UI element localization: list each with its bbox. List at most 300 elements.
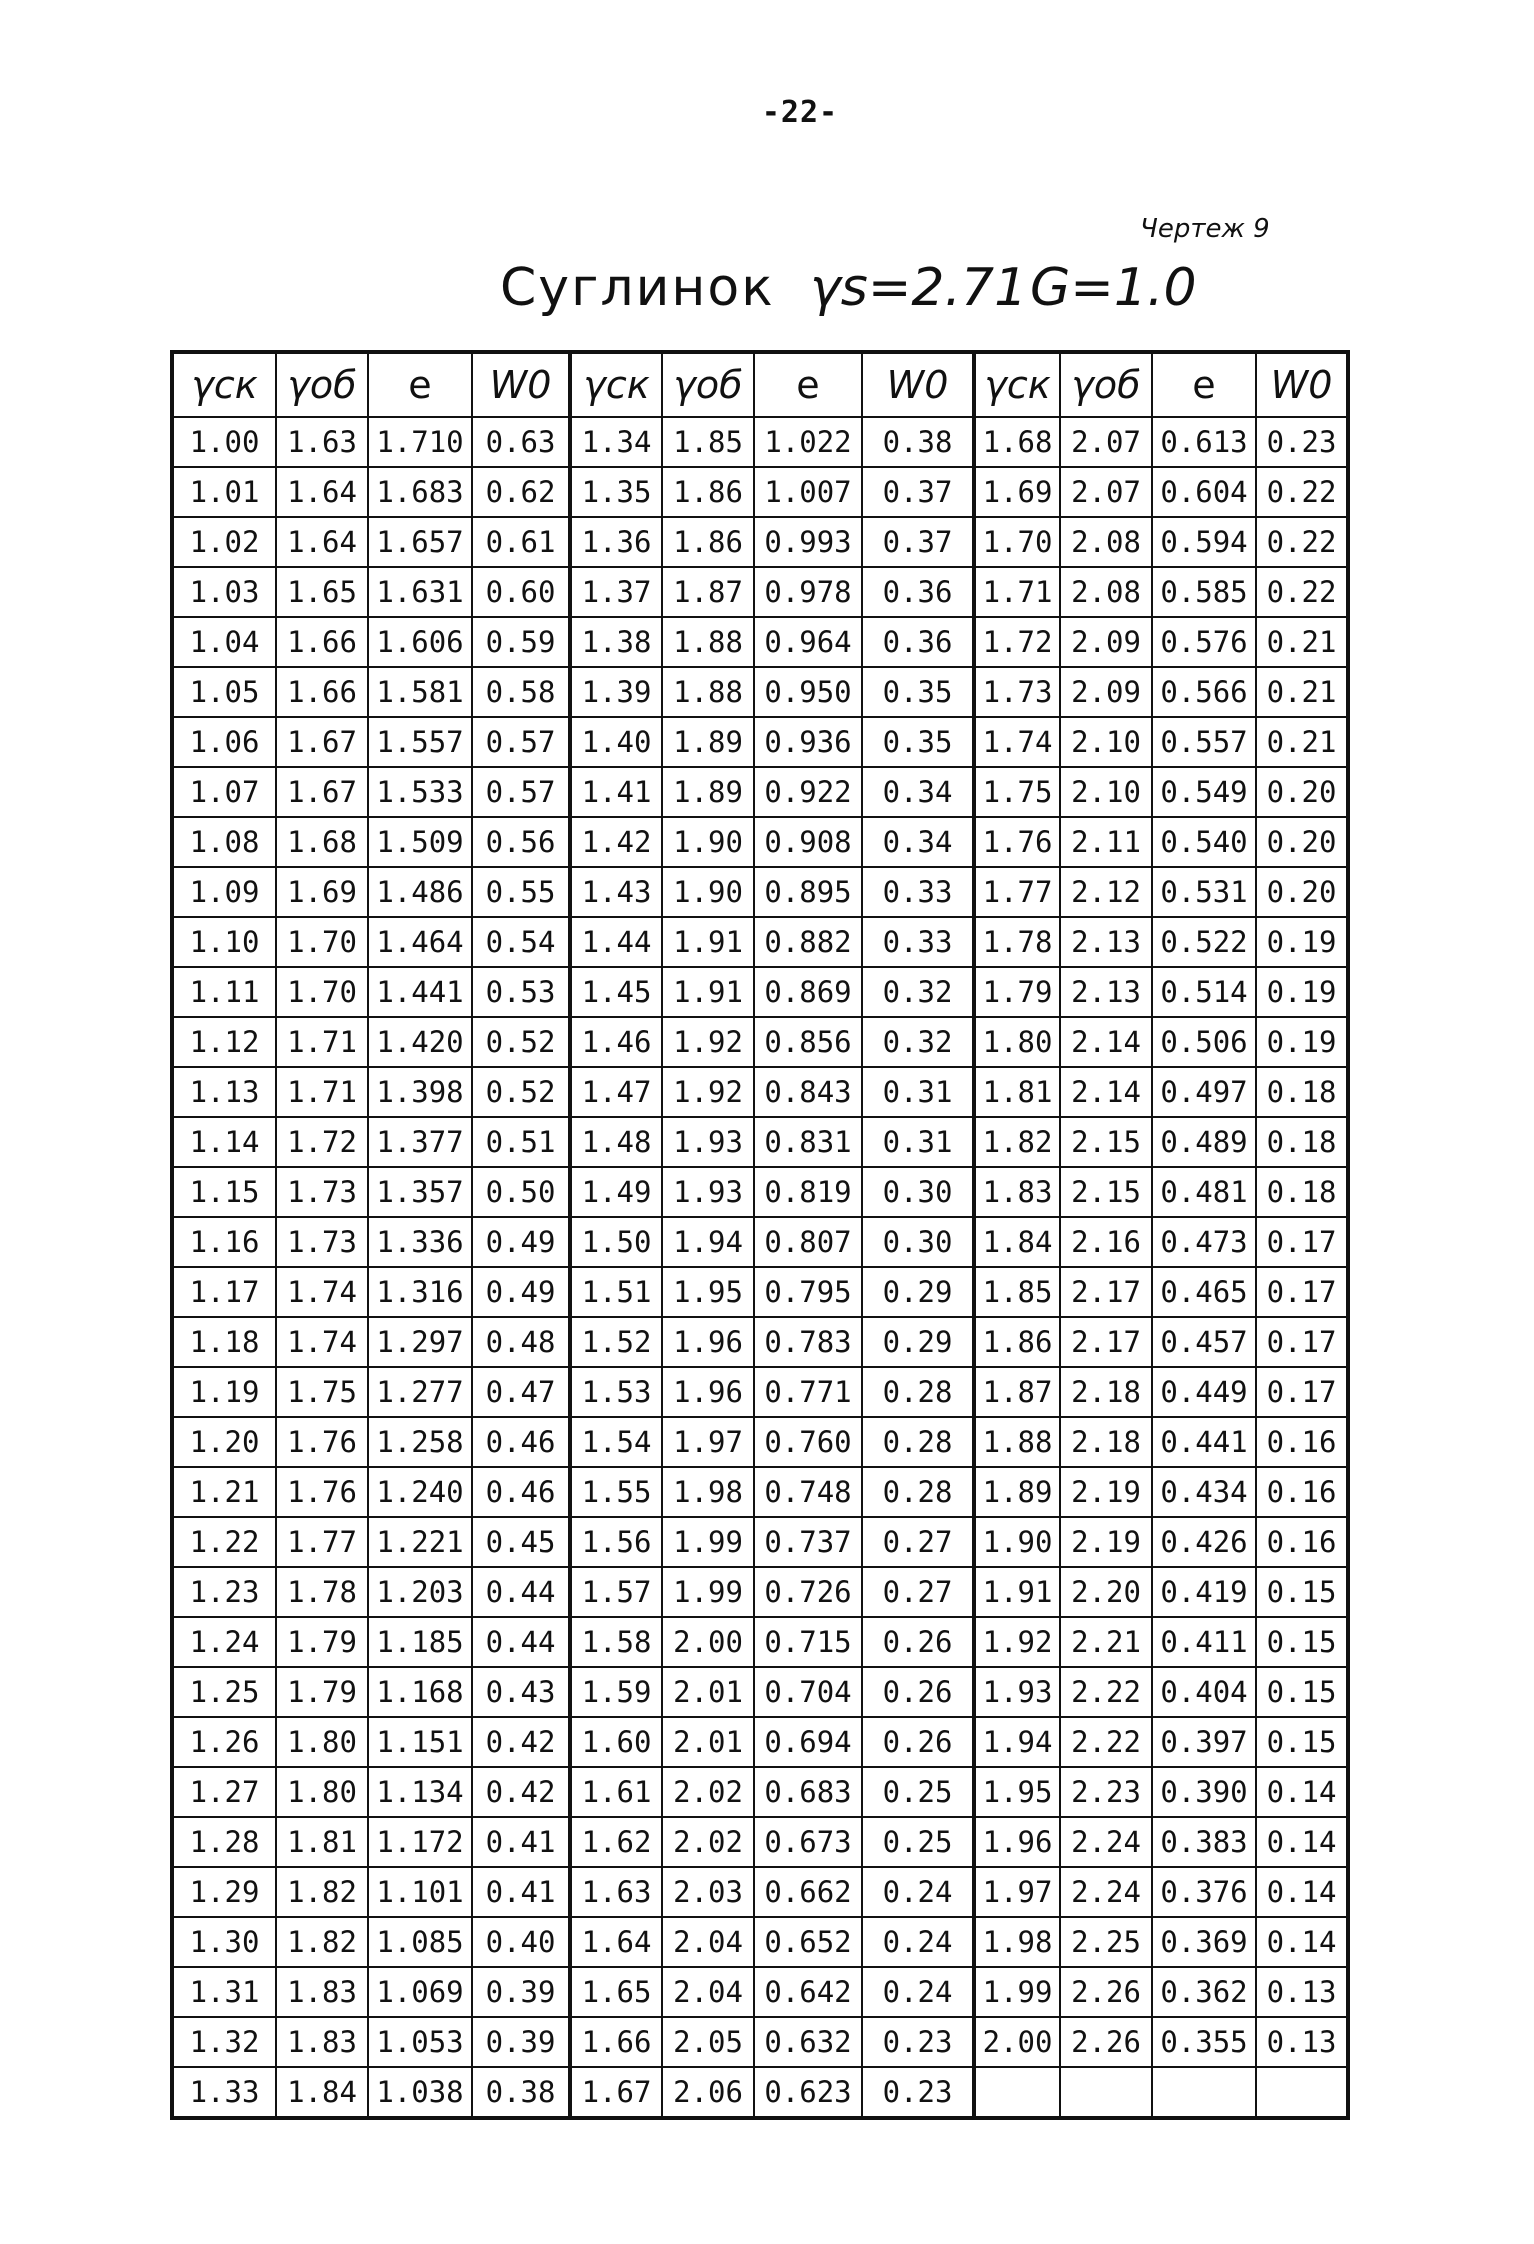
table-cell: 1.79 [974, 967, 1060, 1017]
table-cell: 1.97 [974, 1867, 1060, 1917]
table-cell: 0.795 [754, 1267, 862, 1317]
table-cell: 0.426 [1152, 1517, 1256, 1567]
table-cell: 1.19 [172, 1367, 276, 1417]
table-row [172, 1617, 1348, 1667]
table-cell: 1.96 [662, 1317, 754, 1367]
table-cell: 0.59 [472, 617, 570, 667]
table-cell: 1.08 [172, 817, 276, 867]
table-cell: 1.95 [974, 1767, 1060, 1817]
table-cell: 1.71 [276, 1067, 368, 1117]
table-cell: 0.856 [754, 1017, 862, 1067]
table-cell: 0.748 [754, 1467, 862, 1517]
table-cell: 0.31 [862, 1117, 974, 1167]
table-cell: 1.420 [368, 1017, 472, 1067]
table-cell: 0.882 [754, 917, 862, 967]
table-cell: 0.34 [862, 767, 974, 817]
column-header: e [754, 352, 862, 417]
table-cell: 1.81 [276, 1817, 368, 1867]
table-cell: 1.37 [570, 567, 662, 617]
table-cell [1152, 2067, 1256, 2118]
table-cell: 1.64 [276, 517, 368, 567]
table-cell: 1.46 [570, 1017, 662, 1067]
table-cell: 1.98 [974, 1917, 1060, 1967]
table-cell: 2.11 [1060, 817, 1152, 867]
table-cell: 1.66 [570, 2017, 662, 2067]
table-cell: 0.15 [1256, 1717, 1348, 1767]
table-cell: 1.053 [368, 2017, 472, 2067]
table-cell: 0.964 [754, 617, 862, 667]
table-cell: 0.922 [754, 767, 862, 817]
table-cell: 1.398 [368, 1067, 472, 1117]
table-cell: 1.69 [974, 467, 1060, 517]
table-cell: 1.91 [974, 1567, 1060, 1617]
column-header: W0 [472, 352, 570, 417]
table-cell: 0.771 [754, 1367, 862, 1417]
table-cell: 0.60 [472, 567, 570, 617]
table-cell: 1.27 [172, 1767, 276, 1817]
table-cell: 0.843 [754, 1067, 862, 1117]
table-cell: 0.557 [1152, 717, 1256, 767]
table-cell: 1.101 [368, 1867, 472, 1917]
table-cell: 0.25 [862, 1767, 974, 1817]
table-cell: 1.93 [662, 1167, 754, 1217]
column-header: γск [570, 352, 662, 417]
table-cell: 0.30 [862, 1217, 974, 1267]
table-cell: 2.20 [1060, 1567, 1152, 1617]
table-cell: 1.007 [754, 467, 862, 517]
table-cell: 1.069 [368, 1967, 472, 2017]
table-cell: 0.397 [1152, 1717, 1256, 1767]
table-cell: 2.24 [1060, 1867, 1152, 1917]
table-cell: 0.13 [1256, 2017, 1348, 2067]
table-cell: 2.04 [662, 1917, 754, 1967]
table-cell: 2.00 [662, 1617, 754, 1667]
table-cell: 0.44 [472, 1617, 570, 1667]
table-cell: 0.62 [472, 467, 570, 517]
table-row [172, 1217, 1348, 1267]
table-cell: 0.457 [1152, 1317, 1256, 1367]
table-cell: 1.022 [754, 417, 862, 467]
table-cell: 1.58 [570, 1617, 662, 1667]
table-cell: 1.221 [368, 1517, 472, 1567]
table-cell: 2.00 [974, 2017, 1060, 2067]
table-cell: 1.581 [368, 667, 472, 717]
table-cell: 0.604 [1152, 467, 1256, 517]
table-cell: 0.52 [472, 1017, 570, 1067]
table-cell: 2.22 [1060, 1667, 1152, 1717]
table-cell: 2.16 [1060, 1217, 1152, 1267]
table-cell: 0.22 [1256, 517, 1348, 567]
table-cell: 1.45 [570, 967, 662, 1017]
table-cell: 1.41 [570, 767, 662, 817]
table-cell: 1.22 [172, 1517, 276, 1567]
table-cell: 0.24 [862, 1917, 974, 1967]
table-cell: 1.59 [570, 1667, 662, 1717]
table-cell: 1.377 [368, 1117, 472, 1167]
table-cell: 0.33 [862, 867, 974, 917]
table-cell: 1.15 [172, 1167, 276, 1217]
table-row [172, 817, 1348, 867]
table-cell: 1.55 [570, 1467, 662, 1517]
document-title [500, 258, 1400, 338]
table-cell: 2.13 [1060, 917, 1152, 967]
table-cell: 1.61 [570, 1767, 662, 1817]
table-cell: 0.42 [472, 1767, 570, 1817]
table-cell: 1.23 [172, 1567, 276, 1617]
table-cell: 2.01 [662, 1667, 754, 1717]
table-cell: 1.00 [172, 417, 276, 467]
table-cell: 0.566 [1152, 667, 1256, 717]
table-cell: 1.76 [974, 817, 1060, 867]
table-cell: 0.48 [472, 1317, 570, 1367]
table-cell: 0.441 [1152, 1417, 1256, 1467]
table-cell: 2.09 [1060, 667, 1152, 717]
table-cell: 1.34 [570, 417, 662, 467]
table-cell: 1.99 [974, 1967, 1060, 2017]
table-cell: 0.694 [754, 1717, 862, 1767]
table-cell: 1.336 [368, 1217, 472, 1267]
table-cell: 0.46 [472, 1417, 570, 1467]
table-cell: 0.362 [1152, 1967, 1256, 2017]
table-cell: 0.41 [472, 1817, 570, 1867]
table-cell: 0.383 [1152, 1817, 1256, 1867]
table-cell: 1.13 [172, 1067, 276, 1117]
table-cell: 1.89 [662, 717, 754, 767]
table-cell: 0.14 [1256, 1817, 1348, 1867]
table-cell: 0.41 [472, 1867, 570, 1917]
table-row [172, 1067, 1348, 1117]
table-cell: 1.82 [276, 1917, 368, 1967]
table-cell: 0.17 [1256, 1367, 1348, 1417]
table-row [172, 2067, 1348, 2118]
table-cell: 2.01 [662, 1717, 754, 1767]
table-cell: 1.77 [276, 1517, 368, 1567]
table-cell: 1.80 [974, 1017, 1060, 1067]
table-cell: 2.02 [662, 1767, 754, 1817]
table-cell: 1.94 [974, 1717, 1060, 1767]
table-cell: 0.38 [862, 417, 974, 467]
table-cell: 0.26 [862, 1717, 974, 1767]
table-row [172, 717, 1348, 767]
table-cell: 2.26 [1060, 1967, 1152, 2017]
table-cell: 1.26 [172, 1717, 276, 1767]
table-cell: 1.82 [276, 1867, 368, 1917]
table-cell: 1.54 [570, 1417, 662, 1467]
table-cell: 1.12 [172, 1017, 276, 1067]
table-cell: 1.71 [276, 1017, 368, 1067]
table-cell: 0.760 [754, 1417, 862, 1467]
table-cell: 0.25 [862, 1817, 974, 1867]
table-cell: 0.831 [754, 1117, 862, 1167]
table-cell: 2.08 [1060, 567, 1152, 617]
table-cell: 1.20 [172, 1417, 276, 1467]
table-cell: 0.58 [472, 667, 570, 717]
table-cell: 1.316 [368, 1267, 472, 1317]
table-cell: 0.15 [1256, 1567, 1348, 1617]
table-cell: 1.683 [368, 467, 472, 517]
table-cell: 1.78 [276, 1567, 368, 1617]
table-cell: 1.96 [974, 1817, 1060, 1867]
table-cell: 0.506 [1152, 1017, 1256, 1067]
table-cell: 0.481 [1152, 1167, 1256, 1217]
table-cell: 2.22 [1060, 1717, 1152, 1767]
table-cell: 1.240 [368, 1467, 472, 1517]
table-cell: 1.168 [368, 1667, 472, 1717]
table-cell: 0.42 [472, 1717, 570, 1767]
table-cell: 1.82 [974, 1117, 1060, 1167]
table-cell: 0.50 [472, 1167, 570, 1217]
table-cell: 2.04 [662, 1967, 754, 2017]
table-row [172, 417, 1348, 467]
table-cell: 1.18 [172, 1317, 276, 1367]
table-cell: 0.28 [862, 1467, 974, 1517]
table-cell: 1.151 [368, 1717, 472, 1767]
table-cell: 1.44 [570, 917, 662, 967]
table-cell: 1.657 [368, 517, 472, 567]
table-cell: 0.39 [472, 1967, 570, 2017]
table-row [172, 1767, 1348, 1817]
table-cell: 0.52 [472, 1067, 570, 1117]
table-cell: 1.14 [172, 1117, 276, 1167]
table-cell: 1.83 [974, 1167, 1060, 1217]
table-cell: 1.33 [172, 2067, 276, 2118]
table-cell: 1.63 [570, 1867, 662, 1917]
table-cell: 1.57 [570, 1567, 662, 1617]
table-row [172, 1567, 1348, 1617]
table-cell: 1.73 [276, 1217, 368, 1267]
table-cell: 1.93 [974, 1667, 1060, 1717]
table-cell: 0.17 [1256, 1317, 1348, 1367]
table-cell: 1.65 [276, 567, 368, 617]
table-cell: 2.08 [1060, 517, 1152, 567]
table-cell: 1.78 [974, 917, 1060, 967]
table-row [172, 1267, 1348, 1317]
table-cell: 1.99 [662, 1567, 754, 1617]
table-cell: 1.47 [570, 1067, 662, 1117]
table-cell: 1.17 [172, 1267, 276, 1317]
drawing-label: Чертеж 9 [1140, 214, 1270, 244]
table-cell: 1.83 [276, 2017, 368, 2067]
table-cell: 1.56 [570, 1517, 662, 1567]
column-header: γоб [662, 352, 754, 417]
table-cell: 1.50 [570, 1217, 662, 1267]
table-cell: 1.203 [368, 1567, 472, 1617]
table-cell: 0.355 [1152, 2017, 1256, 2067]
table-cell: 2.24 [1060, 1817, 1152, 1867]
table-cell: 0.29 [862, 1267, 974, 1317]
table-row [172, 467, 1348, 517]
table-cell: 2.26 [1060, 2017, 1152, 2067]
table-cell: 2.07 [1060, 467, 1152, 517]
table-cell: 0.36 [862, 617, 974, 667]
table-cell: 1.93 [662, 1117, 754, 1167]
table-cell: 0.449 [1152, 1367, 1256, 1417]
table-cell: 0.17 [1256, 1267, 1348, 1317]
table-cell: 1.98 [662, 1467, 754, 1517]
table-cell: 0.53 [472, 967, 570, 1017]
table-cell: 1.65 [570, 1967, 662, 2017]
table-row [172, 1517, 1348, 1567]
table-cell: 1.07 [172, 767, 276, 817]
table-cell: 2.14 [1060, 1067, 1152, 1117]
table-cell: 2.18 [1060, 1417, 1152, 1467]
table-cell: 0.522 [1152, 917, 1256, 967]
table-row [172, 967, 1348, 1017]
table-cell: 1.631 [368, 567, 472, 617]
table-cell: 0.683 [754, 1767, 862, 1817]
table-cell: 1.62 [570, 1817, 662, 1867]
table-cell: 2.09 [1060, 617, 1152, 667]
table-cell: 0.497 [1152, 1067, 1256, 1117]
table-cell: 1.29 [172, 1867, 276, 1917]
table-cell: 0.662 [754, 1867, 862, 1917]
table-cell: 1.70 [276, 967, 368, 1017]
table-cell: 1.606 [368, 617, 472, 667]
table-cell: 1.441 [368, 967, 472, 1017]
table-cell: 0.489 [1152, 1117, 1256, 1167]
table-cell: 1.83 [276, 1967, 368, 2017]
table-cell: 1.67 [276, 767, 368, 817]
table-cell: 0.21 [1256, 617, 1348, 667]
table-row [172, 1467, 1348, 1517]
table-cell: 2.19 [1060, 1517, 1152, 1567]
table-cell: 1.90 [662, 867, 754, 917]
table-cell: 0.20 [1256, 767, 1348, 817]
table-cell: 1.80 [276, 1717, 368, 1767]
table-cell: 1.557 [368, 717, 472, 767]
table-cell: 0.26 [862, 1667, 974, 1717]
table-cell: 0.15 [1256, 1617, 1348, 1667]
table-cell: 1.91 [662, 967, 754, 1017]
table-cell: 1.51 [570, 1267, 662, 1317]
table-cell: 0.18 [1256, 1167, 1348, 1217]
table-cell: 1.92 [662, 1067, 754, 1117]
table-cell: 0.40 [472, 1917, 570, 1967]
table-cell: 1.74 [276, 1267, 368, 1317]
table-cell: 0.16 [1256, 1417, 1348, 1467]
table-cell: 1.92 [662, 1017, 754, 1067]
table-cell: 1.80 [276, 1767, 368, 1817]
table-cell: 2.07 [1060, 417, 1152, 467]
table-cell: 0.15 [1256, 1667, 1348, 1717]
table-cell: 1.88 [662, 667, 754, 717]
table-cell: 1.85 [662, 417, 754, 467]
table-cell: 1.74 [974, 717, 1060, 767]
table-cell: 0.33 [862, 917, 974, 967]
table-cell: 0.19 [1256, 967, 1348, 1017]
table-cell: 2.23 [1060, 1767, 1152, 1817]
table-cell: 0.673 [754, 1817, 862, 1867]
table-cell: 1.87 [974, 1367, 1060, 1417]
column-header: γоб [276, 352, 368, 417]
table-cell: 1.95 [662, 1267, 754, 1317]
table-cell: 0.18 [1256, 1117, 1348, 1167]
table-cell: 0.434 [1152, 1467, 1256, 1517]
table-cell: 0.715 [754, 1617, 862, 1667]
table-cell: 1.76 [276, 1467, 368, 1517]
table-cell: 1.72 [974, 617, 1060, 667]
table-cell: 0.31 [862, 1067, 974, 1117]
table-cell: 2.10 [1060, 717, 1152, 767]
table-cell: 1.87 [662, 567, 754, 617]
table-cell: 0.376 [1152, 1867, 1256, 1917]
table-row [172, 917, 1348, 967]
table-cell: 0.18 [1256, 1067, 1348, 1117]
table-cell: 1.35 [570, 467, 662, 517]
table-cell: 0.13 [1256, 1967, 1348, 2017]
table-cell: 1.06 [172, 717, 276, 767]
table-cell: 1.92 [974, 1617, 1060, 1667]
table-cell: 1.31 [172, 1967, 276, 2017]
table-cell: 1.86 [974, 1317, 1060, 1367]
table-cell: 1.60 [570, 1717, 662, 1767]
table-cell: 0.726 [754, 1567, 862, 1617]
table-cell: 0.404 [1152, 1667, 1256, 1717]
table-cell: 0.44 [472, 1567, 570, 1617]
table-cell: 0.34 [862, 817, 974, 867]
table-cell: 0.585 [1152, 567, 1256, 617]
table-cell: 1.73 [276, 1167, 368, 1217]
table-cell: 1.68 [974, 417, 1060, 467]
column-header: e [368, 352, 472, 417]
table-cell: 0.26 [862, 1617, 974, 1667]
table-cell: 0.20 [1256, 817, 1348, 867]
table-cell: 0.623 [754, 2067, 862, 2118]
table-cell: 1.66 [276, 617, 368, 667]
table-cell: 0.737 [754, 1517, 862, 1567]
table-cell: 1.36 [570, 517, 662, 567]
table-cell: 2.15 [1060, 1117, 1152, 1167]
table-cell: 0.936 [754, 717, 862, 767]
table-row [172, 1117, 1348, 1167]
table-cell: 1.96 [662, 1367, 754, 1417]
table-cell: 2.25 [1060, 1917, 1152, 1967]
table-cell: 0.35 [862, 717, 974, 767]
table-cell: 1.67 [570, 2067, 662, 2118]
table-cell: 0.950 [754, 667, 862, 717]
table-cell: 0.21 [1256, 717, 1348, 767]
table-cell: 1.63 [276, 417, 368, 467]
table-cell: 2.19 [1060, 1467, 1152, 1517]
table-cell: 1.70 [974, 517, 1060, 567]
table-cell: 2.17 [1060, 1267, 1152, 1317]
table-cell: 2.05 [662, 2017, 754, 2067]
table-body [172, 417, 1348, 2118]
table-cell: 0.576 [1152, 617, 1256, 667]
column-header: e [1152, 352, 1256, 417]
column-header: W0 [862, 352, 974, 417]
table-cell: 2.14 [1060, 1017, 1152, 1067]
column-header: γоб [1060, 352, 1152, 417]
table-cell: 1.88 [662, 617, 754, 667]
table-cell: 0.23 [1256, 417, 1348, 467]
table-cell: 0.473 [1152, 1217, 1256, 1267]
table-cell: 0.32 [862, 1017, 974, 1067]
table-row [172, 1667, 1348, 1717]
table-cell: 1.76 [276, 1417, 368, 1467]
table-cell: 0.908 [754, 817, 862, 867]
table-row [172, 1967, 1348, 2017]
table-cell: 1.88 [974, 1417, 1060, 1467]
table-cell: 1.277 [368, 1367, 472, 1417]
table-cell: 0.29 [862, 1317, 974, 1367]
table-cell: 0.55 [472, 867, 570, 917]
table-cell [1256, 2067, 1348, 2118]
table-cell: 1.94 [662, 1217, 754, 1267]
table-row [172, 517, 1348, 567]
table-cell: 0.14 [1256, 1917, 1348, 1967]
table-cell: 0.19 [1256, 1017, 1348, 1067]
